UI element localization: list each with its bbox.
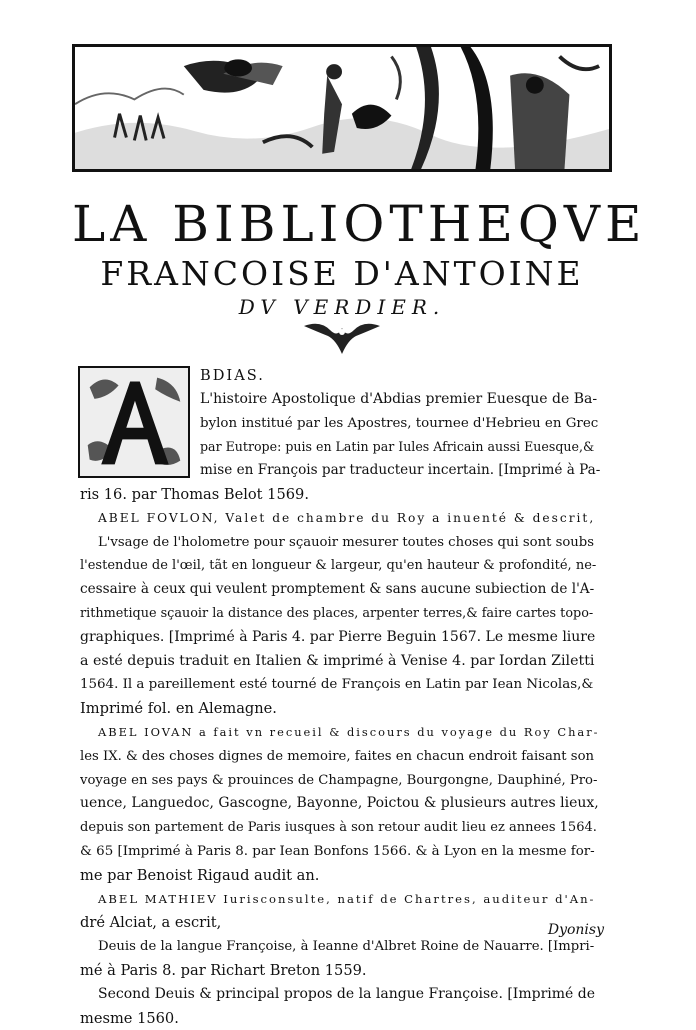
text-line: Deuis de la langue Françoise, à Ieanne d'Albret Roine de Nauarre. [Impri- — [98, 939, 595, 955]
text-line: ris 16. par Thomas Belot 1569. — [80, 485, 309, 503]
text-line: mé à Paris 8. par Richart Breton 1559. — [80, 961, 367, 979]
title-line-1: LA BIBLIOTHEQVE — [72, 195, 647, 253]
text-line: cessaire à ceux qui veulent promptement & sans aucune subiection de l'A- — [80, 581, 595, 598]
text-line: a esté depuis traduit en Italien & imprimé à Venise 4. par Iordan Ziletti — [80, 652, 595, 669]
text-line: uence, Languedoc, Gascogne, Bayonne, Poictou & plusieurs autres lieux, — [80, 795, 599, 812]
woodcut-headpiece — [72, 44, 612, 172]
text-line: par Eutrope: puis en Latin par Iules Africain aussi Euesque,& — [200, 439, 595, 455]
text-line: & 65 [Imprimé à Paris 8. par Iean Bonfons 1566. & à Lyon en la mesme for- — [80, 843, 595, 859]
catchword: Dyonisy — [547, 922, 604, 938]
text-line: mise en François par traducteur incertain. [Imprimé à Pa- — [200, 462, 600, 479]
text-line: BDIAS. — [200, 367, 265, 384]
text-line: 1564. Il a pareillement esté tourné de François en Latin par Iean Nicolas,& — [80, 677, 594, 693]
text-line: les IX. & des choses dignes de memoire, faites en chacun endroit faisant son — [80, 748, 594, 764]
text-line: rithmetique sçauoir la distance des places, arpenter terres,& faire cartes topo- — [80, 605, 594, 621]
text-line: Imprimé fol. en Alemagne. — [80, 700, 277, 718]
fleuron-ornament — [300, 318, 384, 356]
text-line: graphiques. [Imprimé à Paris 4. par Pierre Beguin 1567. Le mesme liure — [80, 628, 596, 645]
text-line: ABEL MATHIEV Iurisconsulte, natif de Chartres, auditeur d'An- — [98, 891, 596, 906]
text-line: ABEL FOVLON, Valet de chambre du Roy a inuenté & descrit, — [98, 510, 596, 525]
text-line: dré Alciat, a escrit, — [80, 914, 222, 932]
text-line: Second Deuis & principal propos de la langue Françoise. [Imprimé de — [98, 985, 596, 1002]
text-line: L'vsage de l'holometre pour sçauoir mesurer toutes choses qui sont soubs — [98, 534, 594, 550]
text-line: mesme 1560. — [80, 1009, 179, 1027]
text-line: bylon institué par les Apostres, tournee d'Hebrieu en Grec — [200, 415, 599, 431]
text-line: L'histoire Apostolique d'Abdias premier Euesque de Ba- — [200, 390, 598, 407]
text-block — [80, 364, 600, 1030]
title-line-2: FRANCOISE D'ANTOINE — [100, 254, 584, 293]
text-line: me par Benoist Rigaud audit an. — [80, 866, 320, 884]
text-line: voyage en ses pays & prouinces de Champagne, Bourgongne, Dauphiné, Pro- — [80, 772, 598, 788]
text-line: depuis son partement de Paris iusques à son retour audit lieu ez annees 1564. — [80, 820, 597, 836]
title-line-3: DV VERDIER. — [238, 295, 446, 319]
text-line: l'estendue de l'œil, tãt en longueur & largeur, qu'en hauteur & profondité, ne- — [80, 558, 597, 574]
text-line: ABEL IOVAN a fait vn recueil & discours du voyage du Roy Char- — [98, 724, 600, 739]
